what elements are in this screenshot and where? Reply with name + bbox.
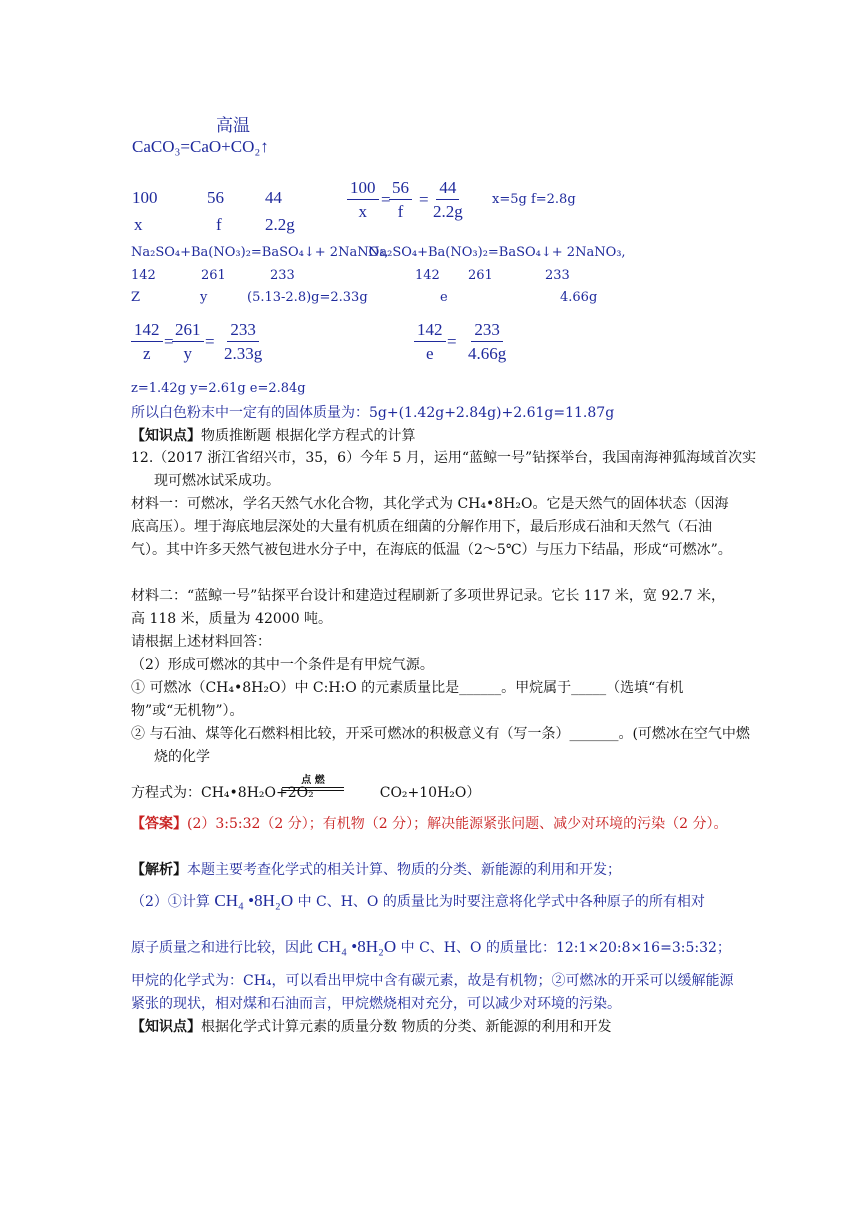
analysis-line-2: [131, 937, 731, 957]
equation-na2so4-left: Na₂SO₄+Ba(NO₃)₂=BaSO₄↓+ 2NaNO₃,: [131, 245, 389, 260]
fraction-e: [414, 320, 446, 364]
fraction-z: [131, 320, 163, 364]
equation-prefix: 方程式为：CH₄•8H₂O+2O₂: [131, 785, 314, 801]
coef-caco3: 100: [132, 188, 158, 207]
fraction-y: [172, 320, 204, 364]
coef-co2: 44: [265, 188, 282, 207]
item-2: ② 与石油、煤等化石燃料相比较，开采可燃冰的积极意义有（写一条）_______。(可燃冰在空气中燃烧的化学: [131, 726, 750, 765]
var-cao: f: [216, 215, 222, 234]
knowledge-point-text: 物质推断题 根据化学方程式的计算: [201, 428, 416, 444]
fraction-1: [347, 178, 379, 222]
analysis-line-3: 甲烷的化学式为：CH₄，可以看出甲烷中含有碳元素，故是有机物；②可燃冰的开采可以缓解能源紧张的现状，相对煤和石油而言，甲烷燃烧相对充分，可以减少对环境的污染。: [131, 973, 734, 1012]
conclusion: 所以白色粉末中一定有的固体质量为：5g+(1.42g+2.84g)+2.61g=11.87g: [131, 405, 615, 421]
left-var-3: (5.13-2.8)g=2.33g: [247, 290, 368, 305]
knowledge-point-1: [131, 425, 415, 445]
left-var-1: Z: [131, 290, 141, 305]
fraction-2-num: 56: [389, 178, 412, 200]
left-mass-3: 233: [270, 268, 295, 283]
fraction-233: [221, 320, 265, 364]
analysis-tag: 【解析】: [131, 862, 187, 878]
reaction-condition-label: 点 燃: [301, 775, 325, 786]
equals-sign: =: [164, 332, 174, 351]
sub-question-2: （2）形成可燃冰的其中一个条件是有甲烷气源。: [131, 657, 434, 673]
left-mass-1: 142: [131, 268, 156, 283]
answer-text: (2）3:5:32（2 分）；有机物（2 分）；解决能源紧张问题、减少对环境的污染（2 分）。: [187, 816, 728, 832]
left-mass-2: 261: [201, 268, 226, 283]
equals-sign: =: [447, 332, 457, 351]
question-prompt: 请根据上述材料回答：: [131, 634, 271, 650]
question-12-head: 12.（2017 浙江省绍兴市，35，6）今年 5 月，运用“蓝鲸一号”钻探举台，我国南海神狐海域首次实现可燃冰试采成功。: [131, 450, 757, 489]
fraction-3-num: 44: [436, 178, 459, 200]
fraction-e-den: e: [425, 344, 434, 363]
result-1: x=5g f=2.8g: [492, 192, 576, 207]
right-mass-1: 142: [415, 268, 440, 283]
equals-sign: =: [381, 190, 391, 209]
fraction-y-den: y: [183, 344, 192, 363]
knowledge-point-tag: 【知识点】: [131, 428, 201, 444]
var-caco3: x: [134, 215, 143, 234]
coef-cao: 56: [207, 188, 224, 207]
knowledge-point-2: [131, 1016, 611, 1036]
analysis-intro: [131, 859, 736, 882]
right-var-3: 4.66g: [560, 290, 598, 305]
fraction-2-den: f: [397, 202, 404, 221]
answer: [131, 813, 759, 836]
fraction-233-num: 233: [227, 320, 259, 342]
analysis-line-1b: 中 C、H、O 的质量比为时要注意将化学式中各种原子的所有相对: [297, 894, 705, 910]
fraction-3: [430, 178, 466, 222]
right-mass-3: 233: [545, 268, 570, 283]
analysis-line-2a: 原子质量之和进行比较，因此: [131, 940, 313, 956]
item-1: ① 可燃冰（CH₄•8H₂O）中 C:H:O 的元素质量比是______。甲烷属于_____（选填“有机物”或“无机物”）。: [131, 680, 684, 719]
equation-suffix: CO₂+10H₂O）: [379, 785, 481, 801]
fraction-2: [389, 178, 412, 222]
equals-sign: =: [419, 190, 429, 209]
fraction-233-den: 2.33g: [224, 344, 263, 363]
fraction-y-num: 261: [172, 320, 204, 342]
left-var-2: y: [200, 290, 208, 305]
fraction-3-den: 2.2g: [433, 202, 463, 221]
analysis-line-1a: （2）①计算: [131, 894, 210, 910]
analysis-text: 本题主要考查化学式的相关计算、物质的分类、新能源的利用和开发；: [187, 862, 621, 878]
material-1: 材料一：可燃冰，学名天然气水化合物，其化学式为 CH₄•8H₂O。它是天然气的固体状态（因海底高压）。埋于海底地层深处的大量有机质在细菌的分解作用下，最后形成石油和天然气（石油气）。其中许多天然气被包进水分子中，在海底的低温（2～5℃）与压力下结晶，形成“可燃冰”。: [131, 496, 732, 558]
reaction-condition: 高温: [216, 116, 250, 135]
formula-methane-hydrate: CH₄ •8H₂O: [214, 891, 294, 910]
fraction-466-den: 4.66g: [468, 344, 507, 363]
result-2: z=1.42g y=2.61g e=2.84g: [131, 381, 306, 396]
fraction-z-den: z: [142, 344, 151, 363]
material-2: 材料二：“蓝鲸一号”钻探平台设计和建造过程刷新了多项世界记录。它长 117 米，宽 92.7 米，高 118 米，质量为 42000 吨。: [131, 588, 726, 627]
right-var-1: e: [440, 290, 448, 305]
right-mass-2: 261: [468, 268, 493, 283]
fraction-466-num: 233: [471, 320, 503, 342]
formula-methane-hydrate: CH₄ •8H₂O: [317, 937, 397, 956]
analysis-line-2b: 中 C、H、O 的质量比：12:1×20:8×16=3:5:32；: [400, 940, 731, 956]
knowledge-point-text: 根据化学式计算元素的质量分数 物质的分类、新能源的利用和开发: [201, 1019, 612, 1035]
fraction-1-num: 100: [347, 178, 379, 200]
equation-caco3: CaCO₃=CaO+CO₂↑: [132, 137, 269, 156]
answer-tag: 【答案】: [131, 816, 187, 832]
analysis-line-1: [131, 891, 705, 911]
fraction-e-num: 142: [414, 320, 446, 342]
var-co2: 2.2g: [265, 215, 295, 234]
reaction-condition-ignite: [282, 771, 344, 791]
fraction-z-num: 142: [131, 320, 163, 342]
equals-sign: =: [205, 332, 215, 351]
knowledge-point-tag: 【知识点】: [131, 1019, 201, 1035]
equation-na2so4-right: Na₂SO₄+Ba(NO₃)₂=BaSO₄↓+ 2NaNO₃,: [368, 245, 626, 260]
fraction-466: [465, 320, 509, 364]
fraction-1-den: x: [358, 202, 367, 221]
